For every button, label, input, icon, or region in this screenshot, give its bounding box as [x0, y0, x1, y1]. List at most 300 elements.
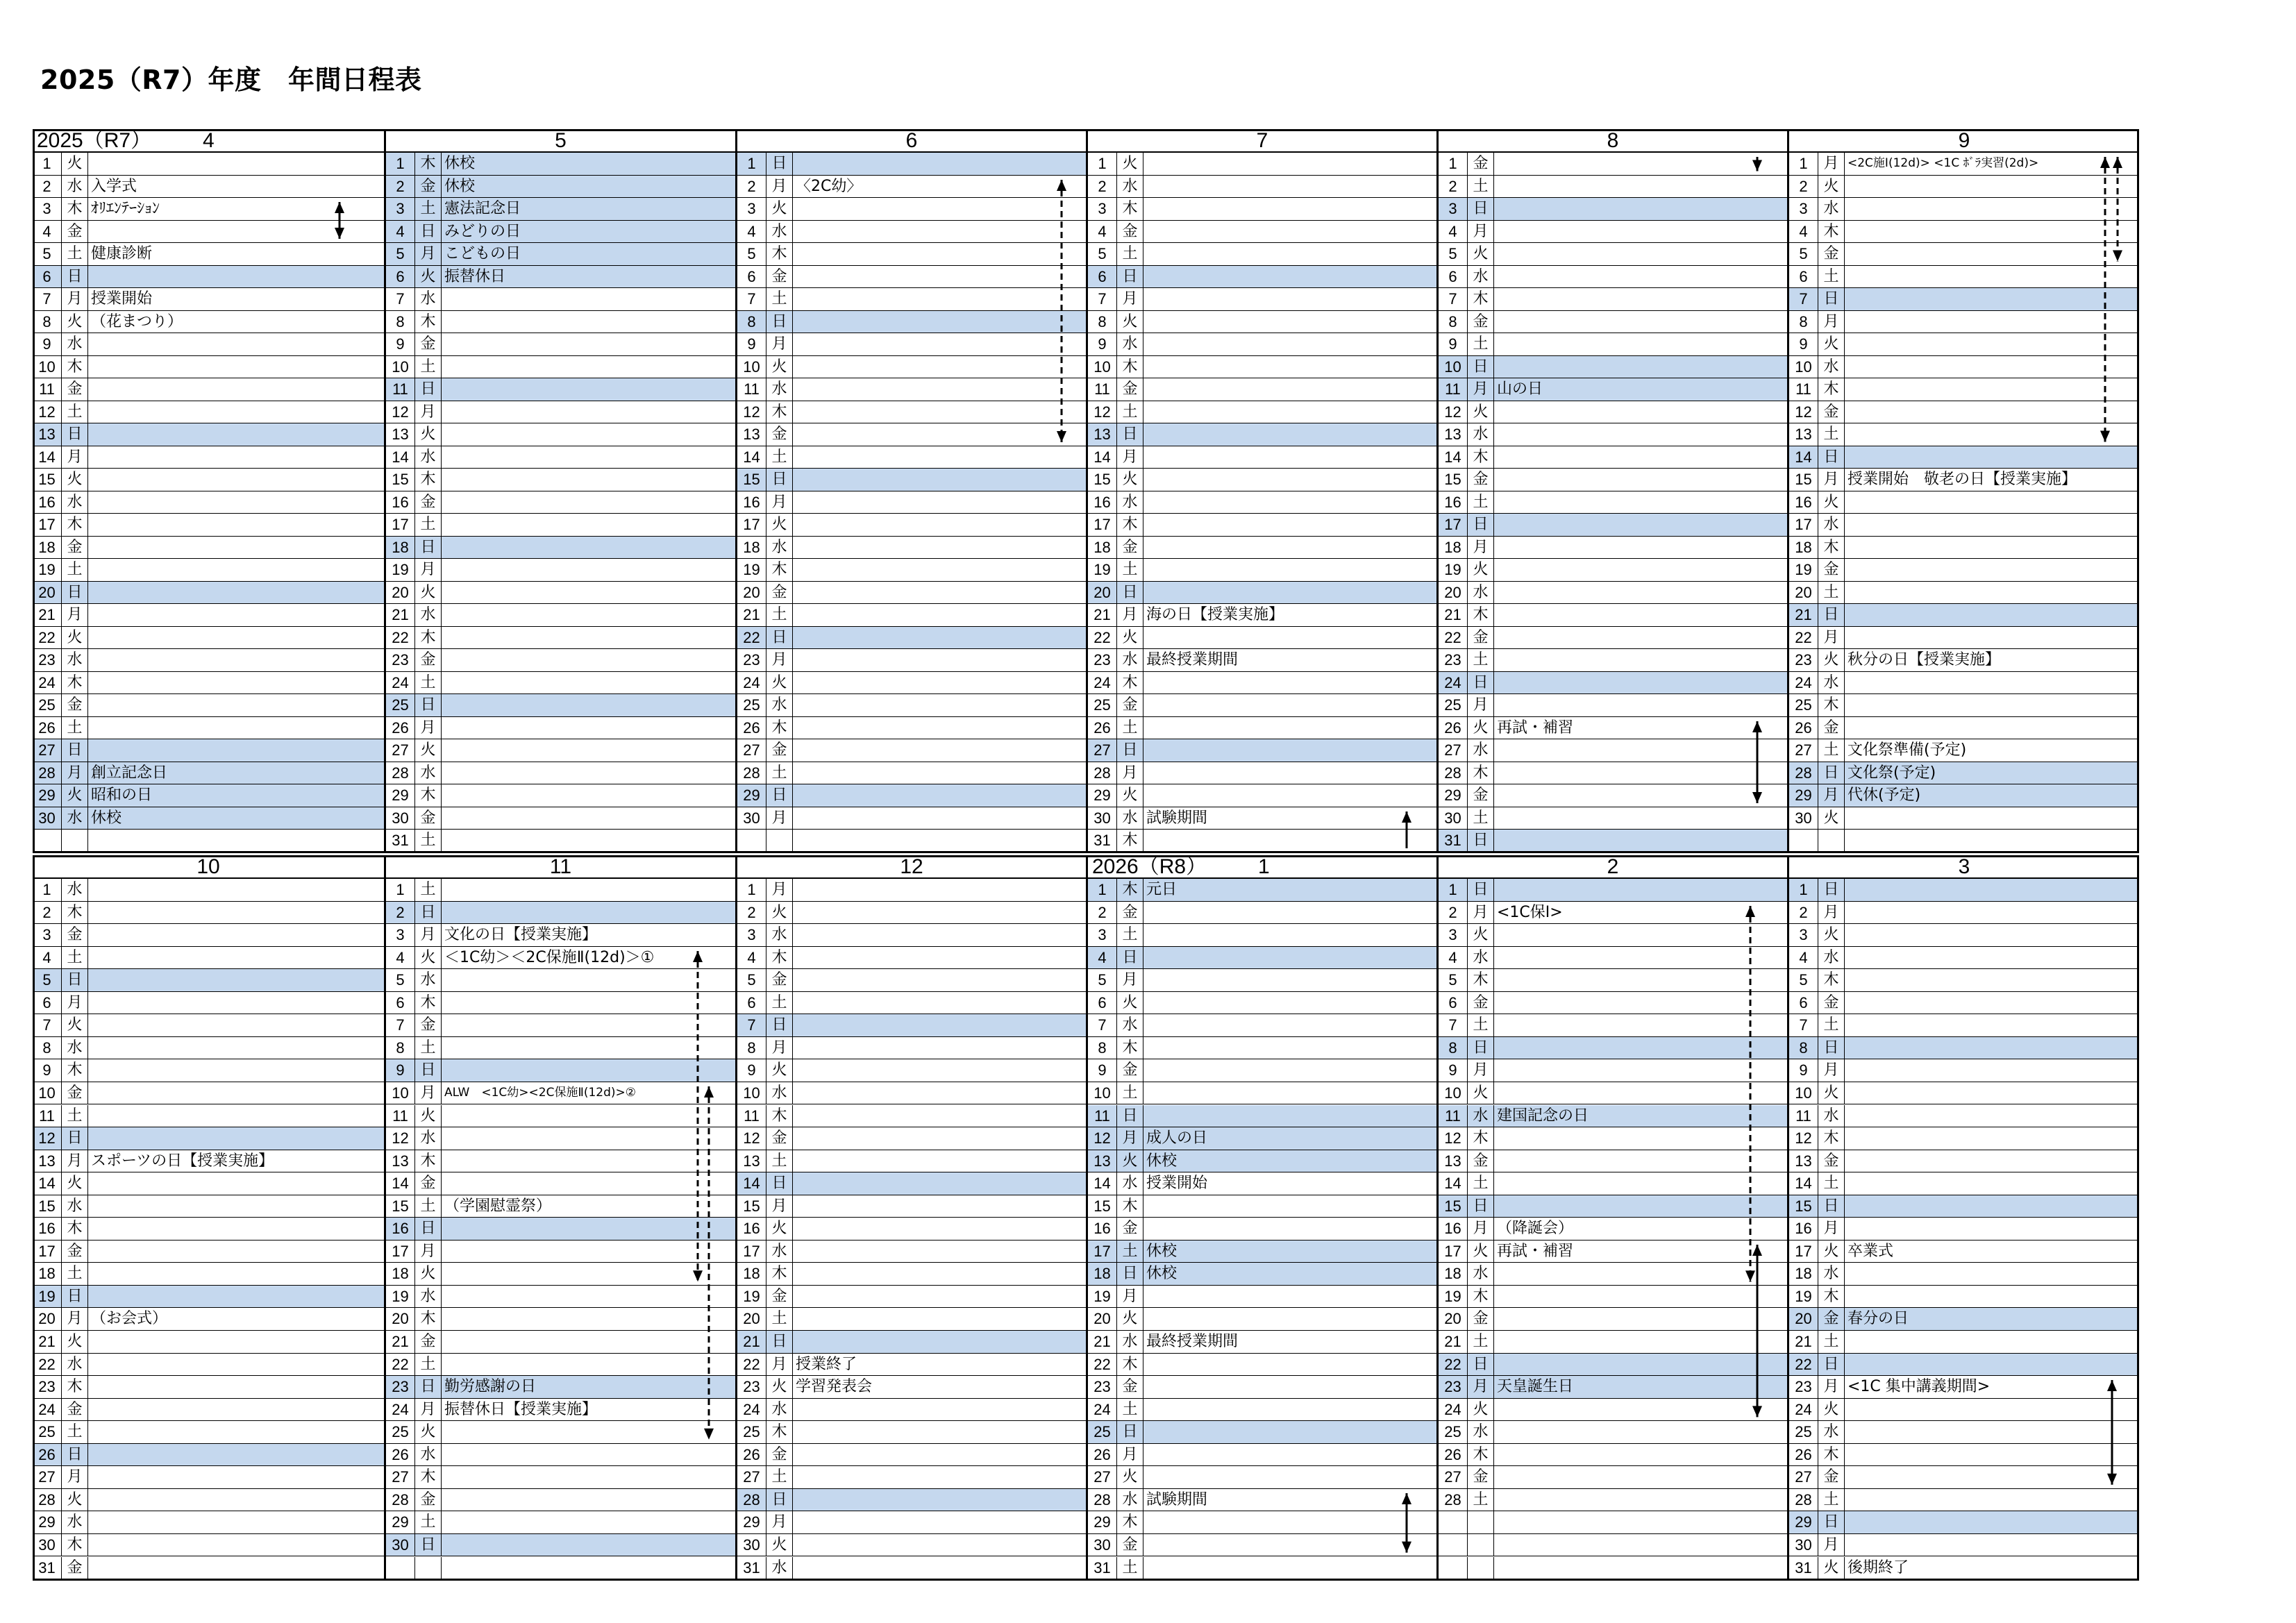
event-text: [1145, 378, 1436, 401]
day-row: [1789, 1399, 2139, 1422]
weekday: 水: [1468, 266, 1494, 288]
day-number: 4: [1439, 947, 1468, 969]
day-row: [1439, 1421, 1787, 1444]
weekday: 木: [1468, 604, 1494, 626]
day-row: [1088, 153, 1436, 176]
event-text: [1145, 514, 1436, 536]
event-text: [1495, 830, 1787, 852]
day-number: 6: [386, 992, 415, 1014]
day-row: [737, 1014, 1086, 1037]
day-row: [737, 627, 1086, 650]
day-row: [33, 1489, 384, 1512]
weekday: 土: [1818, 1489, 1845, 1511]
day-number: 8: [1088, 1037, 1117, 1059]
weekday: 金: [415, 807, 442, 830]
weekday: 火: [1818, 176, 1845, 198]
event-text: [1495, 1172, 1787, 1195]
day-number: 20: [1439, 1308, 1468, 1330]
weekday: 日: [415, 902, 442, 924]
day-row: [1789, 1376, 2139, 1399]
weekday: 土: [1117, 1082, 1143, 1104]
weekday: 月: [1117, 1127, 1143, 1150]
weekday: 土: [766, 446, 793, 469]
event-text: [1495, 423, 1787, 446]
day-row: [33, 446, 384, 469]
event-text: [1145, 717, 1436, 739]
day-row: [1088, 649, 1436, 672]
event-text: 〈2C幼〉: [796, 177, 862, 195]
weekday: 水: [766, 221, 793, 243]
day-number: 2: [386, 902, 415, 924]
day-row: [737, 1127, 1086, 1150]
weekday: 土: [62, 401, 88, 423]
day-number: 8: [1789, 1037, 1818, 1059]
day-row: [737, 1218, 1086, 1241]
day-number: 23: [1439, 649, 1468, 671]
weekday: 木: [1818, 969, 1845, 991]
month-header: [737, 855, 1086, 879]
day-row: [386, 198, 735, 221]
day-number: 9: [386, 333, 415, 355]
event-text: [1495, 1489, 1787, 1511]
event-text: [1145, 1059, 1436, 1082]
day-number: 5: [1088, 969, 1117, 991]
day-row: [1789, 1218, 2139, 1241]
event-text: 憲法記念日: [444, 200, 521, 217]
day-number: 9: [1088, 1059, 1117, 1082]
day-row: [33, 537, 384, 560]
day-number: 30: [1088, 1534, 1117, 1556]
weekday: 水: [1468, 947, 1494, 969]
day-row: [1088, 559, 1436, 582]
event-text: 秋分の日【授業実施】: [1847, 651, 2001, 668]
weekday: 土: [1818, 266, 1845, 288]
event-text: [443, 1511, 735, 1533]
day-row: [33, 762, 384, 785]
day-row: [386, 969, 735, 992]
weekday: 土: [1818, 423, 1845, 446]
event-text: [794, 627, 1086, 649]
month-header: [386, 129, 735, 153]
day-number: 25: [737, 694, 766, 716]
event-text: [1495, 1421, 1787, 1443]
event-text: 休校: [1146, 1152, 1178, 1170]
day-row: [33, 1150, 384, 1173]
event-text: [794, 1059, 1086, 1082]
weekday: 火: [1117, 784, 1143, 807]
day-number: 29: [1439, 784, 1468, 807]
event-text: [794, 992, 1086, 1014]
event-text: [90, 1037, 384, 1059]
day-number: 28: [33, 1489, 62, 1511]
event-text: [794, 221, 1086, 243]
weekday: 水: [1468, 582, 1494, 604]
event-text: [794, 830, 1086, 852]
day-row: [1439, 627, 1787, 650]
day-row: [386, 423, 735, 446]
day-number: 16: [386, 1218, 415, 1240]
day-number: 4: [1789, 947, 1818, 969]
event-text: [443, 1489, 735, 1511]
day-row: [33, 423, 384, 446]
weekday: 金: [1818, 1150, 1845, 1172]
weekday: 金: [62, 1399, 88, 1421]
event-text: [794, 1489, 1086, 1511]
day-row: [33, 1354, 384, 1377]
day-row: [737, 1059, 1086, 1082]
weekday: 土: [766, 288, 793, 310]
event-text: [90, 1218, 384, 1240]
day-number: 25: [1088, 694, 1117, 716]
event-text: [443, 537, 735, 559]
day-number: 20: [737, 1308, 766, 1330]
event-text: [443, 992, 735, 1014]
weekday: 土: [1468, 176, 1494, 198]
day-number: 12: [737, 401, 766, 423]
event-text: [90, 221, 384, 243]
weekday: 木: [766, 1421, 793, 1443]
weekday: 火: [62, 1014, 88, 1036]
day-number: 22: [386, 1354, 415, 1376]
day-row: [737, 1195, 1086, 1218]
event-text: [1846, 717, 2139, 739]
event-text: [443, 446, 735, 469]
event-text: [1846, 1534, 2139, 1556]
event-text: こどもの日: [444, 245, 521, 262]
day-number: 6: [33, 992, 62, 1014]
event-text: [1495, 627, 1787, 649]
day-number: 7: [1439, 1014, 1468, 1036]
event-text: [1846, 1105, 2139, 1127]
day-number: 15: [1439, 1195, 1468, 1218]
weekday: 水: [1117, 176, 1143, 198]
weekday: 水: [1117, 649, 1143, 671]
day-row: [737, 762, 1086, 785]
day-number: 4: [1088, 221, 1117, 243]
day-number: 12: [33, 401, 62, 423]
weekday: 土: [766, 762, 793, 784]
weekday: 水: [1117, 491, 1143, 514]
day-number: 13: [1088, 423, 1117, 446]
day-row: [33, 1241, 384, 1263]
event-text: [794, 1150, 1086, 1172]
event-text: [1145, 266, 1436, 288]
event-text: [794, 1286, 1086, 1308]
event-text: [1145, 1557, 1436, 1580]
event-text: 後期終了: [1847, 1558, 1909, 1576]
day-row: [33, 1172, 384, 1195]
weekday: 日: [62, 969, 88, 991]
event-text: [794, 401, 1086, 423]
weekday: 水: [62, 333, 88, 355]
day-row: [737, 221, 1086, 244]
event-text: [1846, 1354, 2139, 1376]
event-text: [90, 469, 384, 491]
day-number: 3: [1789, 924, 1818, 946]
event-text: [1495, 969, 1787, 991]
day-number: 1: [386, 153, 415, 175]
day-row: [737, 969, 1086, 992]
day-number: 7: [1088, 1014, 1117, 1036]
event-text: [794, 969, 1086, 991]
weekday: 火: [1117, 992, 1143, 1014]
day-row: [33, 469, 384, 491]
event-text: [1846, 1421, 2139, 1443]
day-number: 21: [33, 604, 62, 626]
weekday: 月: [415, 1399, 442, 1421]
weekday: 水: [1818, 356, 1845, 378]
weekday: 土: [1468, 333, 1494, 355]
event-text: [1145, 1444, 1436, 1466]
day-row: [386, 446, 735, 469]
month-header: [386, 855, 735, 879]
day-row: [1789, 1172, 2139, 1195]
day-row: [386, 491, 735, 514]
weekday: 月: [1117, 1286, 1143, 1308]
day-number: [1439, 1511, 1468, 1533]
weekday: 土: [1818, 582, 1845, 604]
day-row: [386, 153, 735, 176]
day-number: 15: [1439, 469, 1468, 491]
day-number: 26: [386, 1444, 415, 1466]
day-number: 4: [386, 221, 415, 243]
day-row: [1789, 1105, 2139, 1128]
day-row: [1789, 1195, 2139, 1218]
day-row: [1088, 739, 1436, 762]
day-row: [1789, 1263, 2139, 1286]
day-number: 30: [386, 1534, 415, 1556]
day-row: [1439, 221, 1787, 244]
day-row: [1789, 947, 2139, 970]
day-row: [1088, 902, 1436, 925]
day-row: [737, 672, 1086, 695]
day-row: [386, 333, 735, 356]
day-row: [386, 288, 735, 311]
day-number: 9: [1439, 333, 1468, 355]
weekday: 水: [766, 694, 793, 716]
event-text: [90, 266, 384, 288]
day-number: 22: [1789, 627, 1818, 649]
event-text: [443, 694, 735, 716]
day-row: [1439, 311, 1787, 334]
event-text: [443, 311, 735, 333]
event-text: [443, 1241, 735, 1263]
day-number: 27: [386, 1466, 415, 1488]
day-number: 25: [1789, 694, 1818, 716]
event-text: [794, 1172, 1086, 1195]
weekday: 水: [62, 1511, 88, 1533]
weekday: 金: [1117, 1218, 1143, 1240]
event-text: [443, 784, 735, 807]
day-number: 24: [1439, 672, 1468, 694]
weekday: 金: [1117, 537, 1143, 559]
day-number: 2: [737, 176, 766, 198]
day-row: [386, 559, 735, 582]
event-text: みどりの日: [444, 222, 521, 240]
weekday: 月: [415, 717, 442, 739]
day-row: [1789, 627, 2139, 650]
month-column: [33, 855, 384, 1581]
day-row: [1088, 311, 1436, 334]
day-row: [386, 1082, 735, 1105]
weekday: 土: [415, 1037, 442, 1059]
event-text: [1495, 198, 1787, 220]
event-text: [1145, 1466, 1436, 1488]
event-text: [443, 423, 735, 446]
weekday: 水: [1117, 333, 1143, 355]
day-number: 11: [737, 1105, 766, 1127]
event-text: [90, 879, 384, 901]
weekday: 火: [1468, 1399, 1494, 1421]
weekday: [62, 830, 88, 852]
weekday: 木: [1468, 1127, 1494, 1150]
weekday: 金: [1117, 1059, 1143, 1082]
day-number: 29: [386, 1511, 415, 1533]
event-text: [90, 514, 384, 536]
event-text: [1846, 1172, 2139, 1195]
month-column: [735, 129, 1086, 853]
day-row: [386, 1466, 735, 1489]
day-row: [1088, 1263, 1436, 1286]
weekday: 木: [1818, 378, 1845, 401]
day-row: [737, 401, 1086, 424]
weekday: 日: [415, 378, 442, 401]
day-number: 30: [737, 807, 766, 830]
weekday: 火: [1818, 1557, 1845, 1580]
day-row: [1439, 333, 1787, 356]
weekday: 土: [1818, 1014, 1845, 1036]
day-row: [1439, 902, 1787, 925]
weekday: 水: [766, 1082, 793, 1104]
event-text: [443, 1534, 735, 1556]
weekday: 土: [1818, 739, 1845, 762]
month-column: [384, 129, 735, 853]
event-text: [1495, 1557, 1787, 1580]
day-row: [737, 947, 1086, 970]
day-row: [33, 1037, 384, 1060]
day-number: 6: [1789, 266, 1818, 288]
calendar-block-first-half: [33, 129, 2139, 853]
event-text: [1495, 1059, 1787, 1082]
event-text: [794, 807, 1086, 830]
day-number: 23: [386, 1376, 415, 1398]
day-row: [386, 1444, 735, 1467]
event-text: [1495, 491, 1787, 514]
weekday: 月: [1468, 378, 1494, 401]
day-number: 16: [1439, 1218, 1468, 1240]
day-number: 5: [1439, 243, 1468, 265]
day-row: [737, 537, 1086, 560]
event-text: [1846, 537, 2139, 559]
day-row: [33, 1534, 384, 1557]
day-row: [1439, 537, 1787, 560]
event-text: 文化の日【授業実施】: [444, 926, 598, 944]
day-row: [1088, 924, 1436, 947]
event-text: [443, 378, 735, 401]
weekday: 月: [1818, 902, 1845, 924]
day-number: 2: [33, 176, 62, 198]
weekday: 土: [415, 830, 442, 852]
day-number: 15: [737, 469, 766, 491]
day-row: [1088, 1037, 1436, 1060]
weekday: 日: [1117, 266, 1143, 288]
weekday: 金: [1818, 243, 1845, 265]
day-row: [1088, 1489, 1436, 1512]
event-text: [443, 559, 735, 581]
event-text: [90, 378, 384, 401]
day-number: 8: [33, 311, 62, 333]
event-text: [443, 627, 735, 649]
event-text: [443, 717, 735, 739]
weekday: 火: [766, 902, 793, 924]
day-row: [33, 739, 384, 762]
day-number: 21: [1439, 604, 1468, 626]
event-text: [794, 537, 1086, 559]
event-text: [443, 1263, 735, 1285]
event-text: [443, 807, 735, 830]
day-number: 22: [1088, 627, 1117, 649]
event-text: [1495, 514, 1787, 536]
day-row: [737, 469, 1086, 491]
day-row: [737, 1082, 1086, 1105]
weekday: 木: [415, 992, 442, 1014]
event-text: [794, 1082, 1086, 1104]
day-row: [1088, 784, 1436, 807]
event-text: [443, 469, 735, 491]
event-text: [1846, 969, 2139, 991]
day-row: [1439, 1218, 1787, 1241]
event-text: <1C 集中講義期間>: [1847, 1378, 1991, 1396]
event-text: [90, 153, 384, 175]
event-text: [1145, 762, 1436, 784]
weekday: 日: [415, 694, 442, 716]
day-row: [33, 491, 384, 514]
day-number: 13: [1789, 423, 1818, 446]
weekday: 金: [1468, 1308, 1494, 1330]
day-row: [1088, 221, 1436, 244]
weekday: 火: [62, 153, 88, 175]
day-row: [1088, 176, 1436, 199]
event-text: [1495, 1331, 1787, 1353]
event-text: 最終授業期間: [1146, 651, 1239, 668]
day-number: 9: [737, 1059, 766, 1082]
day-number: 18: [1439, 537, 1468, 559]
weekday: 水: [766, 924, 793, 946]
event-text: [443, 902, 735, 924]
day-number: 23: [33, 1376, 62, 1398]
day-number: 3: [737, 198, 766, 220]
event-text: [794, 1534, 1086, 1556]
weekday: 日: [1117, 1105, 1143, 1127]
day-row: [1439, 266, 1787, 289]
day-row: [737, 739, 1086, 762]
day-number: 31: [1789, 1557, 1818, 1580]
event-text: [90, 1286, 384, 1308]
day-number: 17: [1088, 514, 1117, 536]
day-row: [33, 992, 384, 1015]
event-text: [90, 1082, 384, 1104]
day-number: 10: [737, 1082, 766, 1104]
weekday: 火: [766, 356, 793, 378]
day-number: 11: [33, 378, 62, 401]
event-text: 休校: [1146, 1242, 1178, 1260]
day-row: [33, 924, 384, 947]
day-row: [386, 1489, 735, 1512]
day-row: [1789, 604, 2139, 627]
event-text: [90, 947, 384, 969]
day-number: 8: [1439, 1037, 1468, 1059]
weekday: 月: [1117, 446, 1143, 469]
